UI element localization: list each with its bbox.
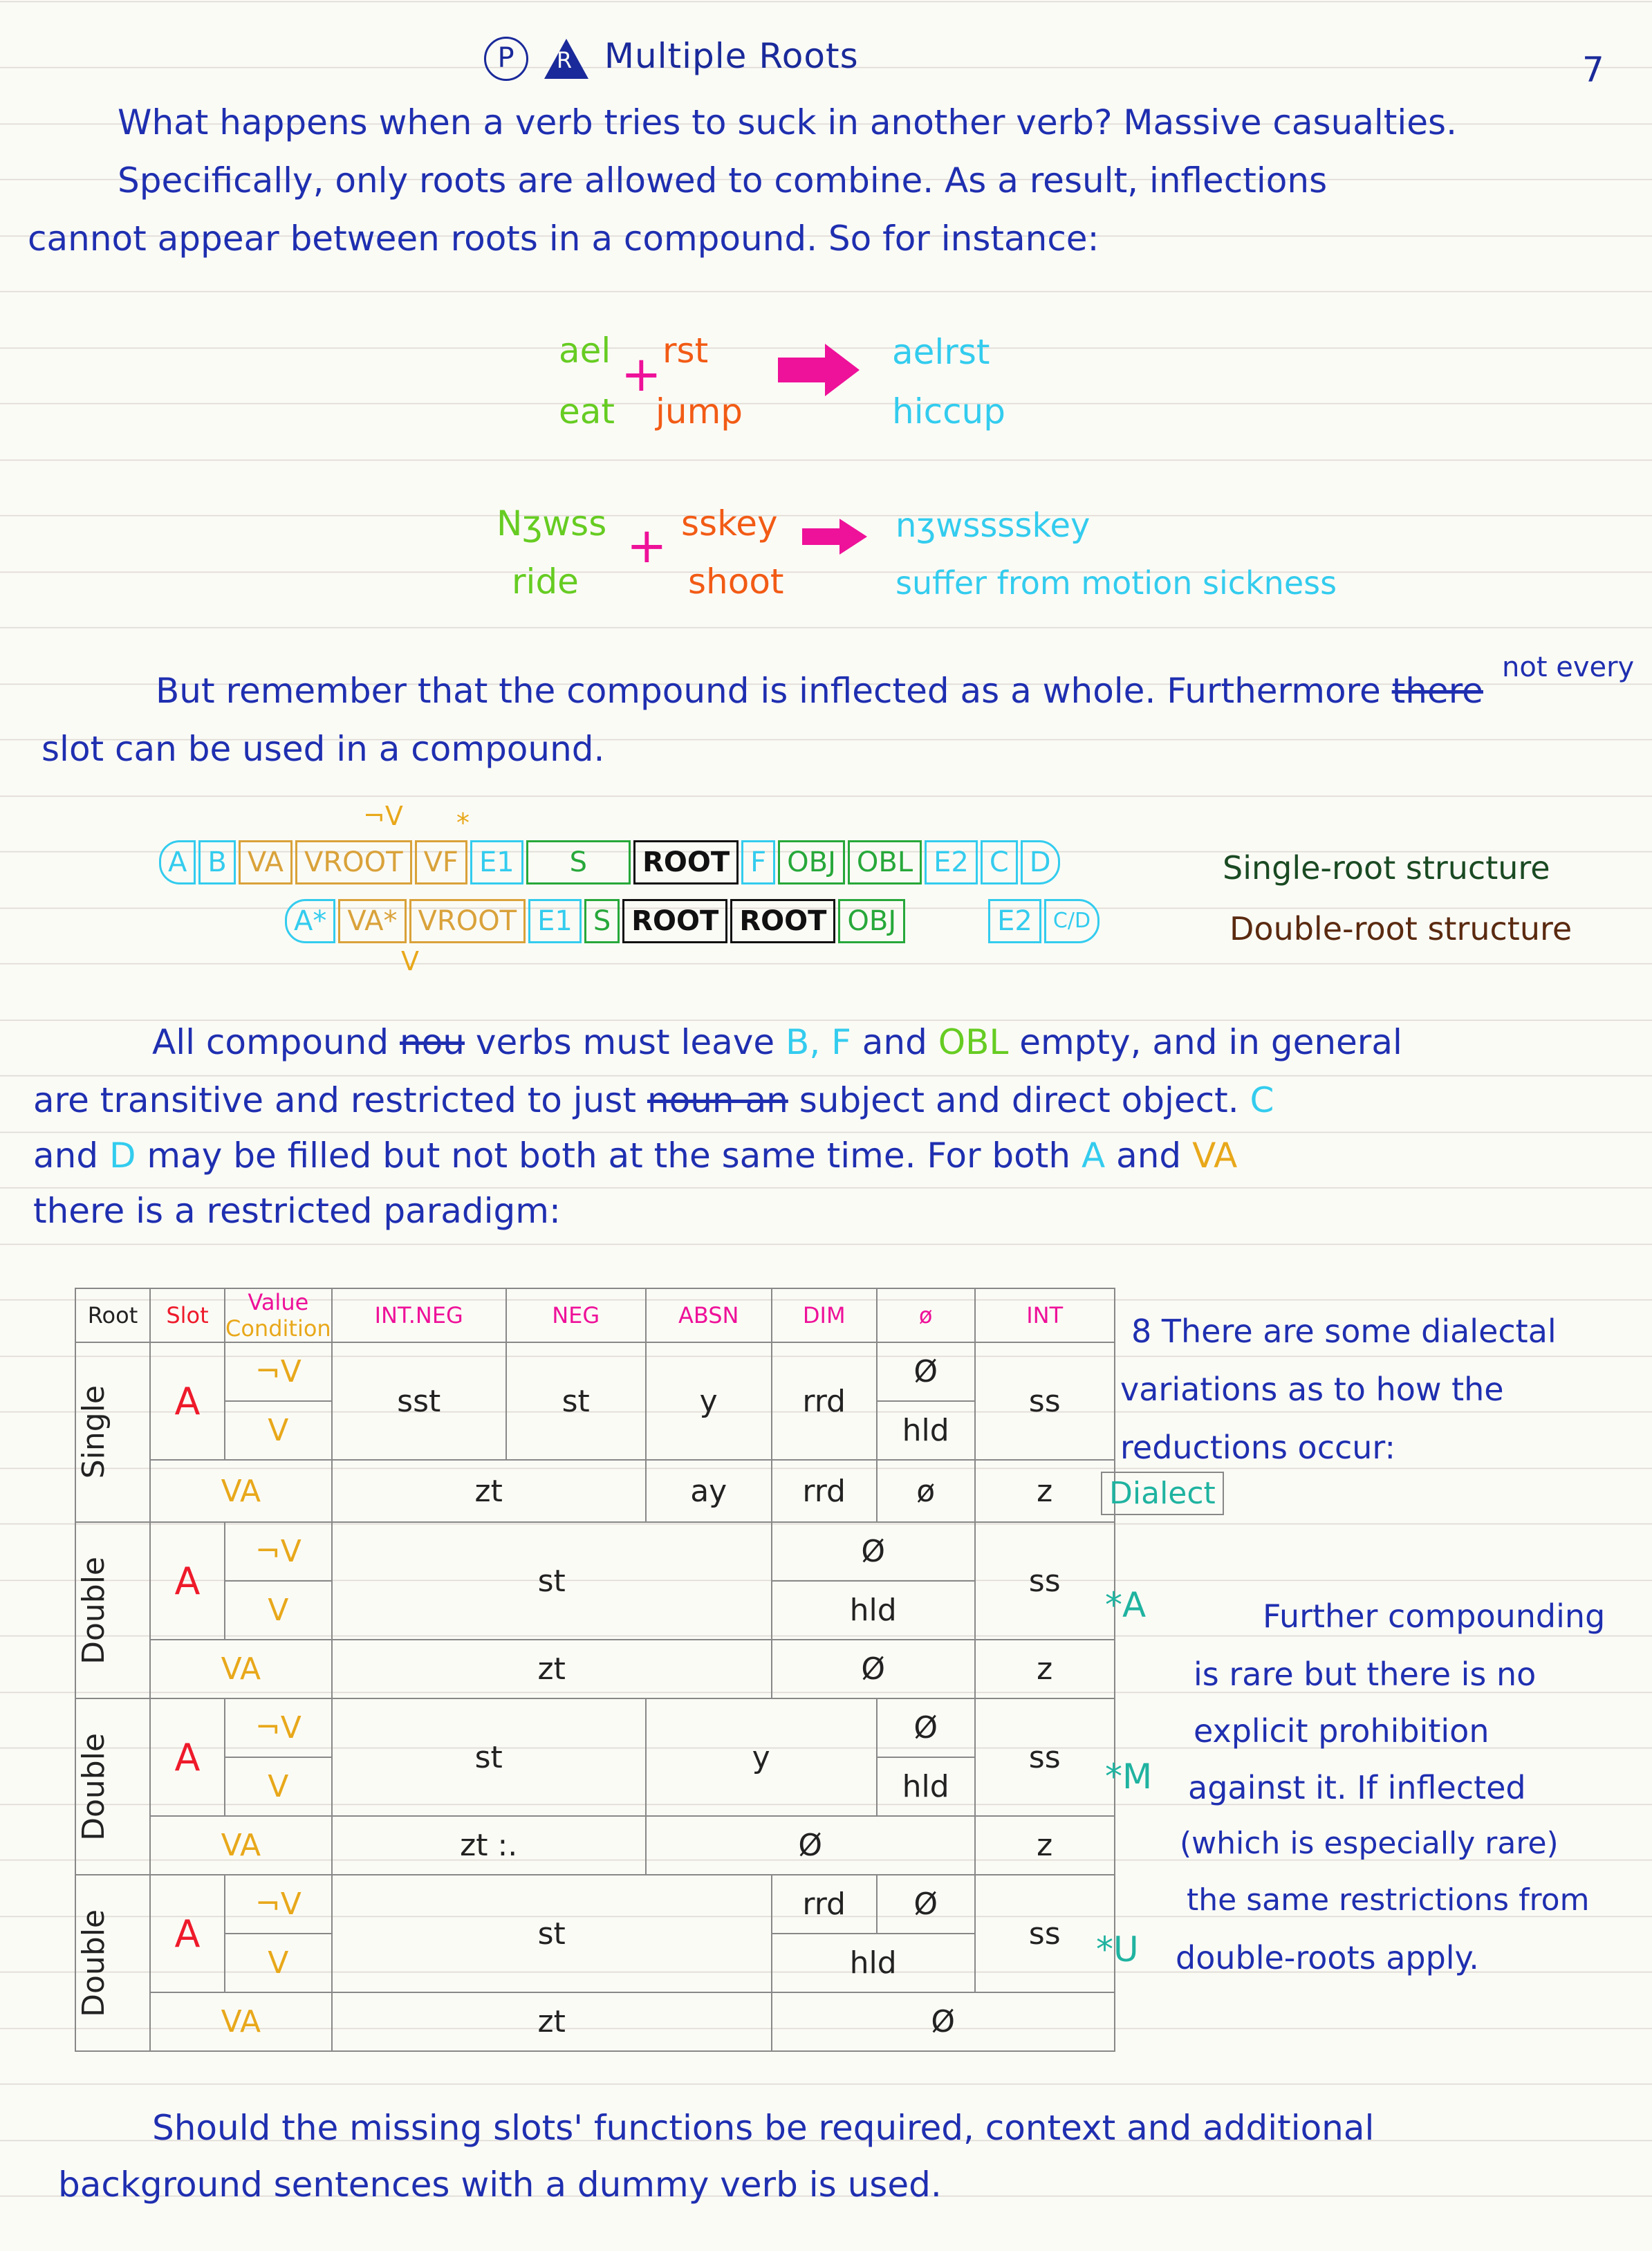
slot-OBJ: OBJ: [778, 840, 845, 884]
table-row: [75, 1875, 1115, 1934]
further-line-5: (which is especially rare): [1180, 1826, 1559, 1861]
cell: zt: [332, 1992, 772, 2051]
slot-VF: VF: [415, 840, 467, 884]
th-neg: NEG: [506, 1288, 646, 1342]
p3-F: F: [831, 1022, 851, 1062]
note-line-1: 8 There are some dialectal: [1131, 1313, 1557, 1350]
ex1-plus: +: [621, 346, 662, 402]
slot-ROOT: ROOT: [633, 840, 739, 884]
para3-line-1: [152, 1022, 1402, 1062]
cell: z: [975, 1640, 1115, 1698]
root-double-2: [75, 1522, 150, 1698]
dslot-ROOT-2: ROOT: [730, 899, 835, 943]
ex1-arrow-icon: [778, 342, 861, 398]
cell: z: [975, 1816, 1115, 1875]
cell: hld: [772, 1581, 975, 1640]
p3-VA: VA: [1192, 1136, 1238, 1176]
ex2-gloss2: shoot: [688, 562, 784, 602]
p3-l1c: empty, and in general: [1019, 1022, 1402, 1062]
para2-line-2: slot can be used in a compound.: [41, 729, 605, 769]
ex1-root2: rst: [662, 331, 709, 371]
dialect-U: *U: [1096, 1929, 1139, 1970]
th-absn: ABSN: [646, 1288, 772, 1342]
cond-neg-3: ¬V: [225, 1698, 332, 1757]
cell: hld: [877, 1757, 975, 1816]
cell: z: [975, 1460, 1115, 1522]
closing-line-1: Should the missing slots' functions be required, context and additional: [152, 2108, 1375, 2148]
ex2-arrow-icon: [802, 517, 869, 556]
cell: st: [332, 1698, 646, 1816]
p3-l3a: and: [33, 1136, 99, 1176]
cond-neg-1: ¬V: [225, 1342, 332, 1401]
para2-struck: there: [1391, 671, 1483, 711]
page-number: 7: [1582, 50, 1605, 90]
cond-pos-2: V: [225, 1581, 332, 1640]
table-row: [75, 1522, 1115, 1581]
root-double-label: Double: [76, 1909, 111, 2017]
ex2-root2: sskey: [681, 503, 778, 544]
cell: st: [332, 1875, 772, 1992]
slot-VA-3: VA: [150, 1816, 332, 1875]
cond-pos-3: V: [225, 1757, 332, 1816]
cell: Ø: [877, 1698, 975, 1757]
p3-l1-struck: nou: [400, 1022, 465, 1062]
th-int: INT: [975, 1288, 1115, 1342]
th-zero: ø: [877, 1288, 975, 1342]
dslot-ROOT-1: ROOT: [622, 899, 727, 943]
dialect-M: *M: [1105, 1757, 1153, 1797]
th-value-condition: [225, 1288, 332, 1342]
p3-A: A: [1081, 1136, 1106, 1176]
further-line-2: is rare but there is no: [1194, 1656, 1537, 1693]
circle-letter-icon: P: [484, 37, 528, 81]
table-row: [75, 1816, 1115, 1875]
slot-A-1: A: [150, 1342, 225, 1460]
dslot-CD: C/D: [1044, 899, 1099, 943]
p3-l2a: are transitive and restricted to just: [33, 1080, 637, 1120]
cell: sst: [332, 1342, 506, 1460]
slot-C: C: [981, 840, 1018, 884]
closing-line-2: background sentences with a dummy verb is used.: [58, 2165, 942, 2205]
cell: ø: [877, 1460, 975, 1522]
p3-OBL: OBL: [938, 1022, 1009, 1062]
slot-A: A: [159, 840, 196, 884]
ex2-result-gloss: suffer from motion sickness: [895, 564, 1337, 602]
ex1-root1: ael: [559, 331, 611, 371]
further-line-3: explicit prohibition: [1194, 1712, 1489, 1750]
cell: zt: [332, 1640, 772, 1698]
cond-neg-2: ¬V: [225, 1522, 332, 1581]
th-slot: Slot: [150, 1288, 225, 1342]
dialect-A: *A: [1105, 1585, 1147, 1625]
cell: Ø: [877, 1342, 975, 1401]
cell: rrd: [772, 1875, 877, 1934]
th-root: Root: [75, 1288, 150, 1342]
table-row: [75, 1342, 1115, 1401]
dslot-E2: E2: [988, 899, 1041, 943]
note-line-3: reductions occur:: [1120, 1429, 1396, 1466]
slot-VA: VA: [239, 840, 293, 884]
dslot-VROOT: VROOT: [409, 899, 526, 943]
cond-pos-4: V: [225, 1934, 332, 1992]
th-condition: Condition: [225, 1315, 331, 1342]
cell: st: [332, 1522, 772, 1640]
para2-line-1: [156, 671, 1483, 711]
intro-line-3: cannot appear between roots in a compound. So for instance:: [28, 219, 1099, 259]
slot-VA-1: VA: [150, 1460, 332, 1522]
slot-F: F: [741, 840, 775, 884]
root-double-4: [75, 1875, 150, 2051]
p3-B: B,: [786, 1022, 821, 1062]
para3-line-2: [33, 1080, 1274, 1120]
intro-line-2: Specifically, only roots are allowed to combine. As a result, inflections: [118, 160, 1328, 201]
slot-A-2: A: [150, 1522, 225, 1640]
cell: Ø: [646, 1816, 975, 1875]
cell: ss: [975, 1522, 1115, 1640]
dslot-E1: E1: [528, 899, 582, 943]
triangle-letter: R: [556, 46, 573, 73]
table-header-row: [75, 1288, 1115, 1342]
para2-insert: not every: [1502, 651, 1635, 683]
paradigm-table: [75, 1288, 1115, 2052]
single-root-label: Single-root structure: [1223, 849, 1550, 887]
para2-text: But remember that the compound is inflected as a whole. Furthermore: [156, 671, 1381, 711]
ex1-result-gloss: hiccup: [892, 391, 1005, 432]
cell: Ø: [772, 1522, 975, 1581]
cell: ss: [975, 1875, 1115, 1992]
page-title: Multiple Roots: [604, 36, 859, 76]
root-single-label: Single: [76, 1385, 111, 1479]
dialect-header: Dialect: [1101, 1472, 1224, 1515]
ex1-result: aelrst: [892, 332, 990, 372]
slot-VROOT: VROOT: [295, 840, 412, 884]
cell: Ø: [772, 1640, 975, 1698]
slot-B: B: [198, 840, 235, 884]
table-row: [75, 1640, 1115, 1698]
slot-D: D: [1021, 840, 1060, 884]
cell: ay: [646, 1460, 772, 1522]
slot-S: S: [526, 840, 631, 884]
further-line-6: the same restrictions from: [1187, 1882, 1590, 1918]
ex2-root1: Nʒwss: [496, 503, 607, 544]
cond-neg-4: ¬V: [225, 1875, 332, 1934]
ex2-result: nʒwsssskey: [895, 506, 1090, 545]
slot-E1: E1: [470, 840, 523, 884]
cell: ss: [975, 1698, 1115, 1816]
further-line-1: Further compounding: [1263, 1597, 1606, 1635]
cell: zt :.: [332, 1816, 646, 1875]
table-row: [75, 1698, 1115, 1757]
cond-pos-1: V: [225, 1401, 332, 1460]
th-dim: DIM: [772, 1288, 877, 1342]
cell: hld: [877, 1401, 975, 1460]
cell: rrd: [772, 1342, 877, 1460]
p3-D: D: [109, 1136, 136, 1176]
slot-A-4: A: [150, 1875, 225, 1992]
double-root-label: Double-root structure: [1229, 910, 1572, 947]
triangle-letter-icon: [544, 39, 588, 79]
cell: hld: [772, 1934, 975, 1992]
cell: ss: [975, 1342, 1115, 1460]
p3-and: and: [862, 1022, 927, 1062]
root-single: [75, 1342, 150, 1522]
slot-A-3: A: [150, 1698, 225, 1816]
p3-l2-struck: noun an: [647, 1080, 788, 1120]
slot-VA-2: VA: [150, 1640, 332, 1698]
cell: rrd: [772, 1460, 877, 1522]
th-value: Value: [248, 1289, 309, 1315]
cell: Ø: [772, 1992, 1115, 2051]
slot-E2: E2: [925, 840, 978, 884]
dslot-VA: VA*: [338, 899, 406, 943]
ex2-plus: +: [627, 517, 667, 574]
intro-line-1: What happens when a verb tries to suck in another verb? Massive casualties.: [118, 102, 1457, 142]
p3-and2: and: [1116, 1136, 1182, 1176]
root-double-label: Double: [76, 1732, 111, 1841]
dslot-A: A*: [285, 899, 335, 943]
root-double-3: [75, 1698, 150, 1875]
table-row: [75, 1460, 1115, 1522]
further-line-4: against it. If inflected: [1188, 1769, 1526, 1806]
cell: Ø: [877, 1875, 975, 1934]
p3-l1a: All compound: [152, 1022, 389, 1062]
table-row: [75, 1992, 1115, 2051]
neg-mark-top: ¬V: [363, 801, 403, 831]
double-root-slots: [285, 899, 1102, 943]
v-mark-bottom: V: [401, 946, 419, 976]
cell: st: [506, 1342, 646, 1460]
single-root-slots: [159, 840, 1063, 884]
para3-line-3: [33, 1136, 1237, 1176]
slot-OBL: OBL: [848, 840, 922, 884]
ex2-gloss1: ride: [512, 562, 579, 602]
p3-C: C: [1250, 1080, 1274, 1120]
root-double-label: Double: [76, 1556, 111, 1665]
p3-l3b: may be filled but not both at the same time. For both: [147, 1136, 1071, 1176]
para3-line-4: there is a restricted paradigm:: [33, 1191, 561, 1231]
further-line-7: double-roots apply.: [1176, 1939, 1479, 1976]
note-line-2: variations as to how the: [1120, 1371, 1504, 1408]
th-intneg: INT.NEG: [332, 1288, 506, 1342]
slot-VA-4: VA: [150, 1992, 332, 2051]
ex1-gloss2: jump: [656, 391, 743, 432]
dslot-OBJ: OBJ: [838, 899, 905, 943]
p3-l2b: subject and direct object.: [799, 1080, 1239, 1120]
star-top: *: [456, 808, 470, 838]
cell: y: [646, 1698, 877, 1816]
cell: y: [646, 1342, 772, 1460]
ex1-gloss1: eat: [559, 391, 615, 432]
p3-l1b: verbs must leave: [475, 1022, 775, 1062]
page-header: [484, 36, 859, 81]
cell: zt: [332, 1460, 646, 1522]
dslot-S: S: [584, 899, 620, 943]
